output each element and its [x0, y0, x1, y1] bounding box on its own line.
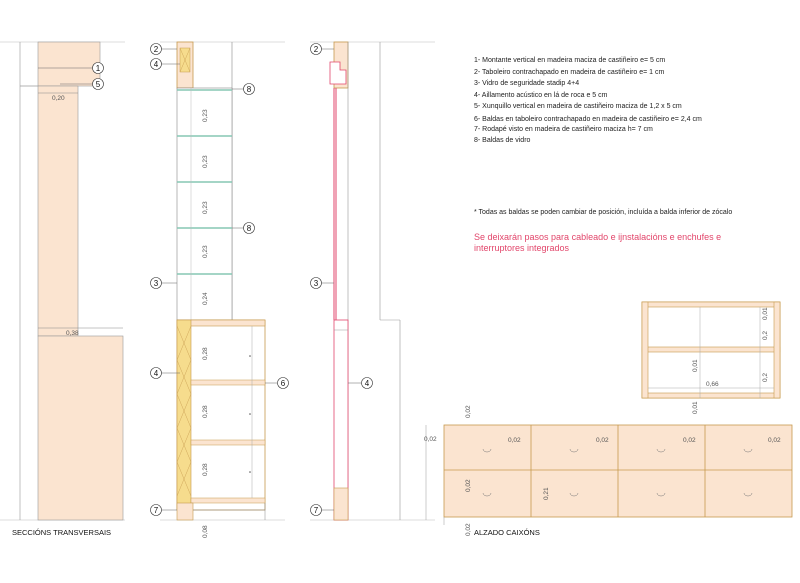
svg-text:4: 4	[364, 379, 370, 388]
dim-038: 0,38	[66, 330, 79, 337]
dim-023-c: 0,23	[202, 201, 209, 214]
callout-7-middle	[151, 505, 162, 516]
legend-item-3: 3- Vidro de seguridade stadip 4+4	[474, 80, 580, 87]
section-right	[310, 42, 435, 520]
wall-upper	[38, 42, 100, 86]
dim-002-h: 0,02	[465, 523, 472, 536]
dim-02-a: 0,2	[762, 330, 769, 340]
legend-item-2: 2- Taboleiro contrachapado en madeira de castiñeiro e= 1 cm	[474, 68, 665, 76]
dim-008: 0,08	[202, 525, 209, 538]
dim-02-b: 0,2	[762, 372, 769, 382]
dim-002-f: 0,02	[465, 405, 472, 418]
section-left	[0, 42, 125, 520]
svg-text:4: 4	[153, 369, 159, 378]
dim-002-e: 0,02	[768, 437, 781, 444]
dim-001-c: 0,01	[692, 401, 699, 414]
dim-002-c: 0,02	[596, 437, 609, 444]
svg-text:2: 2	[153, 45, 159, 54]
callout-4-middle-top	[151, 59, 162, 70]
dim-023-b: 0,23	[202, 155, 209, 168]
svg-text:8: 8	[246, 224, 252, 233]
dim-066: 0,66	[706, 381, 719, 388]
dim-020: 0,20	[52, 95, 65, 102]
svg-text:2: 2	[313, 45, 319, 54]
dim-002-a: 0,02	[424, 436, 437, 443]
callout-4-middle	[151, 368, 162, 379]
legend-item-1: 1- Montante vertical en madeira maciza de castiñeiro e= 5 cm	[474, 57, 666, 64]
svg-text:5: 5	[95, 80, 101, 89]
dim-021: 0,21	[543, 487, 550, 500]
callout-7-right	[311, 505, 322, 516]
callout-1-left	[93, 63, 104, 74]
callout-2-middle	[151, 44, 162, 55]
dim-028-b: 0,28	[202, 405, 209, 418]
dim-023-a: 0,23	[202, 109, 209, 122]
legend-list	[474, 57, 774, 149]
legend-item-5: 5- Xunquillo vertical en madeira de castiñeiro maciza de 1,2 x 5 cm	[474, 103, 682, 110]
legend-item-7: 7- Rodapé visto en madeira de castiñeiro maciza h= 7 cm	[474, 125, 653, 133]
callout-4-right	[362, 378, 373, 389]
legend-item-6: 6- Baldas en taboleiro contrachapado en madeira de castiñeiro e= 2,4 cm	[474, 115, 702, 123]
section-middle	[160, 42, 285, 538]
dim-028-c: 0,28	[202, 463, 209, 476]
dim-028-a: 0,28	[202, 347, 209, 360]
callout-3-right	[311, 278, 322, 289]
dim-002-b: 0,02	[508, 437, 521, 444]
svg-text:6: 6	[280, 379, 286, 388]
callout-5-left	[93, 79, 104, 90]
svg-text:1: 1	[95, 64, 101, 73]
svg-text:8: 8	[246, 85, 252, 94]
callout-8-top	[244, 84, 255, 95]
cabling-note: Se deixarán pasos para cableado e ijnstalacións e enchufes e interruptores integrados	[474, 232, 722, 253]
dim-002-d: 0,02	[683, 437, 696, 444]
dim-001-b: 0,01	[692, 359, 699, 372]
callout-3-middle	[151, 278, 162, 289]
svg-text:7: 7	[153, 506, 159, 515]
callout-8-mid	[244, 223, 255, 234]
dim-024: 0,24	[202, 292, 209, 305]
callout-2-right	[311, 44, 322, 55]
svg-text:3: 3	[153, 279, 159, 288]
wall-cabinet	[642, 302, 780, 414]
callout-6	[278, 378, 289, 389]
svg-text:3: 3	[313, 279, 319, 288]
caption-sections: SECCIÓNS TRANSVERSAIS	[12, 528, 112, 537]
drawer-unit	[424, 405, 792, 536]
svg-text:7: 7	[313, 506, 319, 515]
wall-base	[38, 336, 123, 520]
dim-023-d: 0,23	[202, 245, 209, 258]
caption-elevation: ALZADO CAIXÓNS	[474, 528, 540, 537]
svg-text:4: 4	[153, 60, 159, 69]
legend-item-4: 4- Aillamento acústico en lá de roca e 5 cm	[474, 91, 608, 99]
dim-001-a: 0,01	[762, 307, 769, 320]
dim-002-g: 0,02	[465, 479, 472, 492]
wall-strip	[38, 86, 78, 336]
shelf-note: * Todas as baldas se poden cambiar de posición, incluída a balda inferior de zócalo	[474, 209, 733, 216]
legend-item-8: 8- Baldas de vidro	[474, 137, 531, 144]
